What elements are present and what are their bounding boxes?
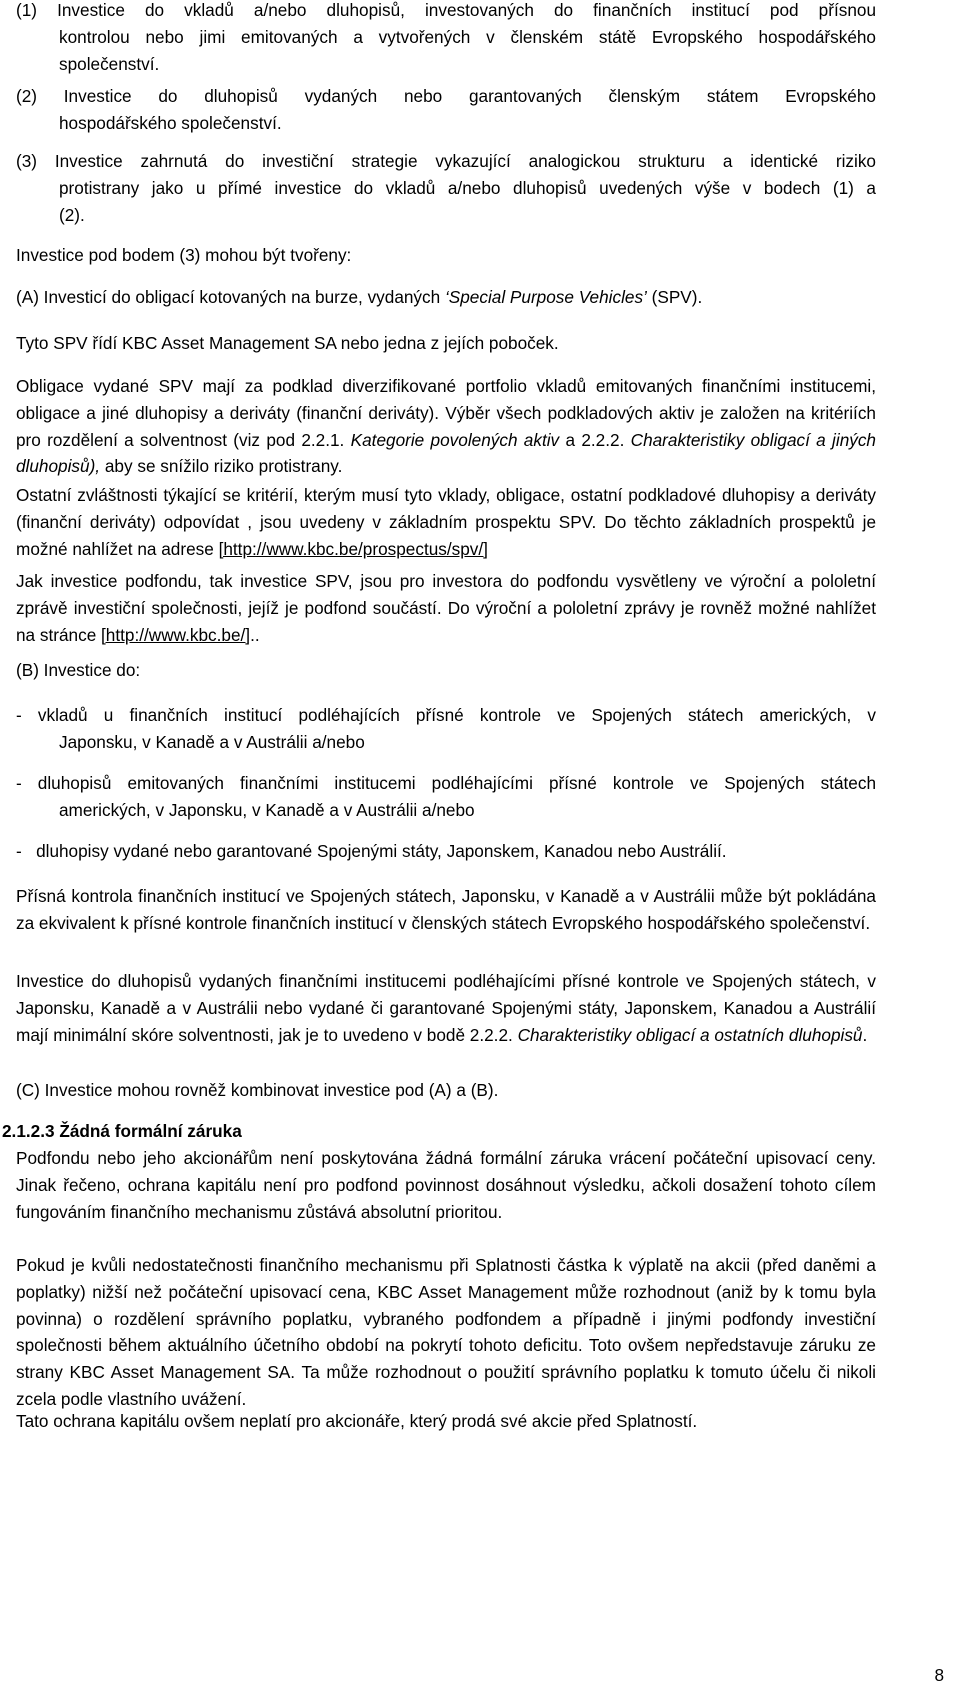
text: Obligace vydané SPV mají za podklad diverzifikované portfolio vkladů emitovaných finančními institucemi, obligace a jiné dluhopisy a deriváty (finanční deriváty). Výběr všech podkladových aktiv je založen na kritériích pro rozdělení a solventnost (viz pod 2.2.1. <box>16 376 876 450</box>
paragraph-option-a <box>16 284 876 311</box>
text: .. <box>250 624 260 645</box>
paragraph-strict-control: Přísná kontrola finančních institucí ve Spojených státech, Japonsku, v Kanadě a v Austrálii může být pokládána za ekvivalent k přísné kontrole finančních institucí v členských státech Evropského hospodářského společenství. <box>16 886 876 933</box>
text: Investice do dluhopisů vydaných finančními institucemi podléhajícími přísné kontrole ve Spojených státech, v Japonsku, Kanadě a v Austrálii nebo vydané či garantované Spojenými státy, Japonskem, Kanadou a Austrálií mají minimální skóre solventnosti, jak je to uvedeno v bodě 2.2.2. <box>16 971 876 1045</box>
kbc-link[interactable]: [http://www.kbc.be/] <box>101 624 251 645</box>
option-a-after: (SPV). <box>646 287 703 307</box>
list-item <box>16 838 876 865</box>
prospectus-link[interactable]: [http://www.kbc.be/prospectus/spv/] <box>218 538 488 559</box>
text: . <box>862 1024 868 1045</box>
paragraph-investment-3 <box>16 148 876 228</box>
paragraph-line: hospodářského společenství. <box>59 112 282 133</box>
paragraph-other-criteria <box>16 482 876 562</box>
list-text: dluhopisů emitovaných finančními institucemi podléhajícími přísné kontrole ve Spojených státech <box>37 773 876 793</box>
list-line <box>16 838 876 865</box>
list-text: dluhopisy vydané nebo garantované Spojenými státy, Japonskem, Kanadou nebo Austrálií. <box>36 841 727 861</box>
paragraph-solvency <box>16 968 876 1048</box>
paragraph-line: protistrany jako u přímé investice do vkladů a/nebo dluhopisů uvedených výše v bodech (1) a <box>59 177 876 198</box>
list-line: amerických, v Japonsku, v Kanadě a v Austrálii a/nebo <box>59 799 475 820</box>
text: Jak investice podfondu, tak investice SPV, jsou pro investora do podfondu vysvětleny ve výroční a pololetní zprávě investiční společnosti, jejíž je podfond součástí. Do výroční a pololetní zprávy je rovněž možné nahlížet na stránce <box>16 571 876 645</box>
paragraph-capital-protection: Tato ochrana kapitálu ovšem neplatí pro akcionáře, který prodá své akcie před Splatností. <box>16 1411 698 1431</box>
paragraph-line: společenství. <box>59 53 160 74</box>
page-number: 8 <box>934 1665 944 1685</box>
list-dash: - <box>16 705 38 725</box>
option-a-text: (A) Investicí do obligací kotovaných na burze, vydaných <box>16 287 445 307</box>
paragraph-option-c: (C) Investice mohou rovněž kombinovat investice pod (A) a (B). <box>16 1080 499 1100</box>
italic-reference: Kategorie povolených aktiv <box>350 429 560 450</box>
paragraph-no-guarantee: Podfondu nebo jeho akcionářům není poskytována žádná formální záruka vrácení počáteční upisovací ceny. Jinak řečeno, ochrana kapitálu není pro podfond povinnost dosáhnout výsledku, ačkoli dosažení tohoto cílem fungováním finančního mechanismu zůstává absolutní prioritou. <box>16 1148 876 1222</box>
list-line <box>16 702 876 729</box>
option-a-italic: ‘Special Purpose Vehicles’ <box>444 287 647 307</box>
paragraph-point-3-intro: Investice pod bodem (3) mohou být tvořeny: <box>16 245 352 265</box>
paragraph-investment-2 <box>16 83 876 137</box>
list-line <box>16 770 876 797</box>
section-heading: 2.1.2.3 Žádná formální záruka <box>2 1121 242 1141</box>
italic-reference: Charakteristiky obligací a ostatních dluhopisů <box>517 1024 863 1045</box>
list-text: vkladů u finančních institucí podléhajících přísné kontrole ve Spojených státech amerických, v <box>37 705 877 725</box>
paragraph-option-b: (B) Investice do: <box>16 660 141 680</box>
text: Ostatní zvláštnosti týkající se kritérií, kterým musí tyto vklady, obligace, ostatní podkladové dluhopisy a deriváty (finanční deriváty) odpovídat , jsou uvedeny v základním prospektu SPV. Do těchto základních prospektů je možné nahlížet na adrese <box>16 485 876 559</box>
text: aby se snížilo riziko protistrany. <box>100 456 343 477</box>
paragraph-line: (2) Investice do dluhopisů vydaných nebo garantovaných členským státem Evropského <box>16 86 876 106</box>
paragraph-deficit: Pokud je kvůli nedostatečnosti finančního mechanismu při Splatnosti částka k výplatě na akcii (před daněmi a poplatky) nižší než počáteční upisovací cena, KBC Asset Management může rozhodnout (aniž by k tomu byla povinna) o rozdělení správního poplatku, vybraného podfondem a případně i jinými podfondy investiční společnosti během aktuálního účetního období na pokrytí tohoto deficitu. Toto ovšem nepředstavuje záruku ze strany KBC Asset Management SA. Ta může rozhodnout o použití správního poplatku k tomuto účelu či nikoli zcela podle vlastního uvážení. <box>16 1255 876 1409</box>
list-item <box>16 770 876 824</box>
paragraph-line: kontrolou nebo jimi emitovaných a vytvořených v členském státě Evropského hospodářského <box>59 26 876 47</box>
list-dash: - <box>16 841 37 861</box>
italic-reference: Charakteristiky obligací a jiných dluhopisů), <box>16 429 876 477</box>
paragraph-spv-obligations <box>16 373 876 480</box>
list-line: Japonsku, v Kanadě a v Austrálii a/nebo <box>59 731 365 752</box>
list-item <box>16 702 876 756</box>
list-dash: - <box>16 773 38 793</box>
paragraph-spv-management: Tyto SPV řídí KBC Asset Management SA nebo jedna z jejích poboček. <box>16 333 559 353</box>
text: a 2.2.2. <box>559 429 631 450</box>
paragraph-line: (3) Investice zahrnutá do investiční strategie vykazující analogickou strukturu a identické riziko <box>16 151 876 171</box>
paragraph-annual-report <box>16 568 876 648</box>
paragraph-investment-1 <box>16 0 876 77</box>
paragraph-line: (2). <box>59 204 85 225</box>
paragraph-line: (1) Investice do vkladů a/nebo dluhopisů, investovaných do finančních institucí pod přísnou <box>16 0 876 20</box>
